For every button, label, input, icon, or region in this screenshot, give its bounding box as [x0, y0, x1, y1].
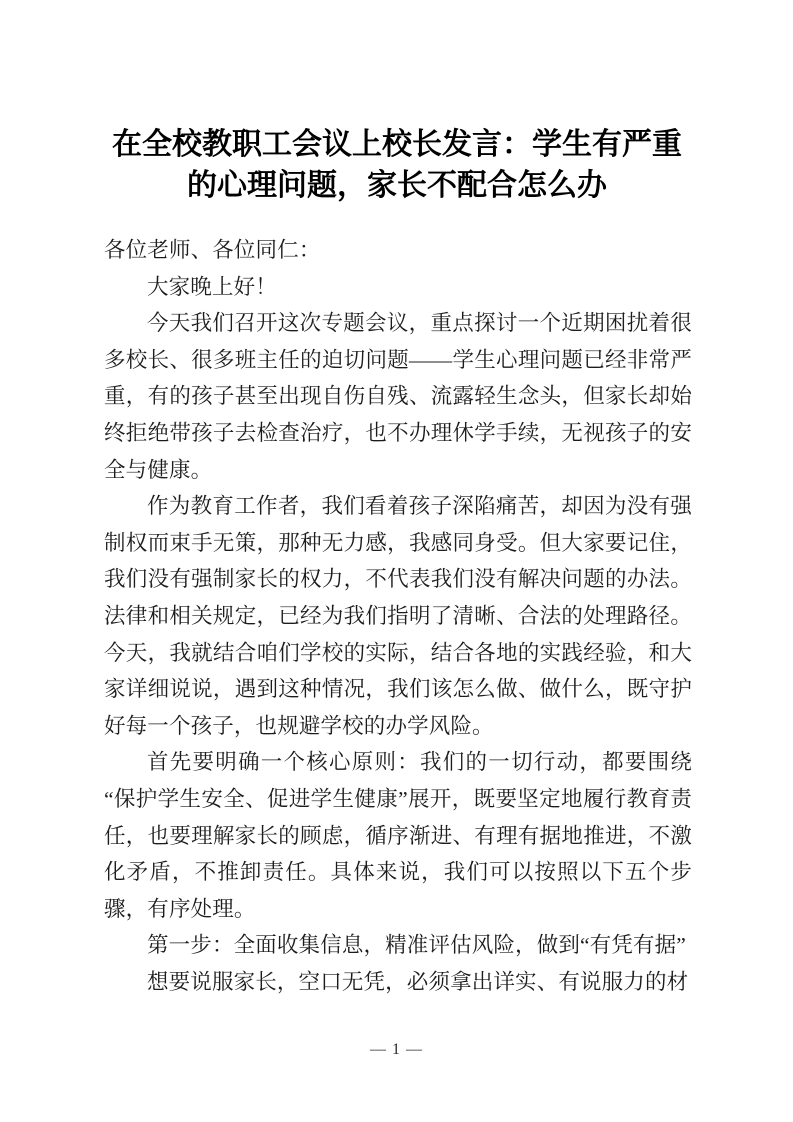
paragraph: 作为教育工作者，我们看着孩子深陷痛苦，却因为没有强制权而束手无策，那种无力感，我感同身受。但大家要记住，我们没有强制家长的权力，不代表我们没有解决问题的办法。法律和相关规定，已经为我们指明了清晰、合法的处理路径。今天，我就结合咱们学校的实际，结合各地的实践经验，和大家详细说说，遇到这种情况，我们该怎么做、做什么，既守护好每一个孩子，也规避学校的办学风险。 — [104, 494, 692, 738]
paragraph: 大家晚上好！ — [147, 274, 277, 299]
paragraph: 第一步：全面收集信息，精准评估风险，做到“有凭有据” — [147, 933, 686, 958]
page-number-footer: — 1 — — [370, 1041, 423, 1058]
paragraph: 首先要明确一个核心原则：我们的一切行动，都要围绕“保护学生安全、促进学生健康”展开，既要坚定地履行教育责任，也要理解家长的顾虑，循序渐进、有理有据地推进，不激化矛盾，不推卸责任。具体来说，我们可以按照以下五个步骤，有序处理。 — [104, 750, 692, 921]
document-body — [104, 232, 692, 1000]
page-title: 在全校教职工会议上校长发言：学生有严重的心理问题，家长不配合怎么办 — [112, 127, 682, 204]
paragraph: 想要说服家长，空口无凭，必须拿出详实、有说服力的材 — [147, 969, 689, 994]
paragraph: 今天我们召开这次专题会议，重点探讨一个近期困扰着很多校长、很多班主任的迫切问题——学生心理问题已经非常严重，有的孩子甚至出现自伤自残、流露轻生念头，但家长却始终拒绝带孩子去检查治疗，也不办理休学手续，无视孩子的安全与健康。 — [104, 311, 692, 482]
paragraph: 各位老师、各位同仁： — [104, 238, 321, 262]
